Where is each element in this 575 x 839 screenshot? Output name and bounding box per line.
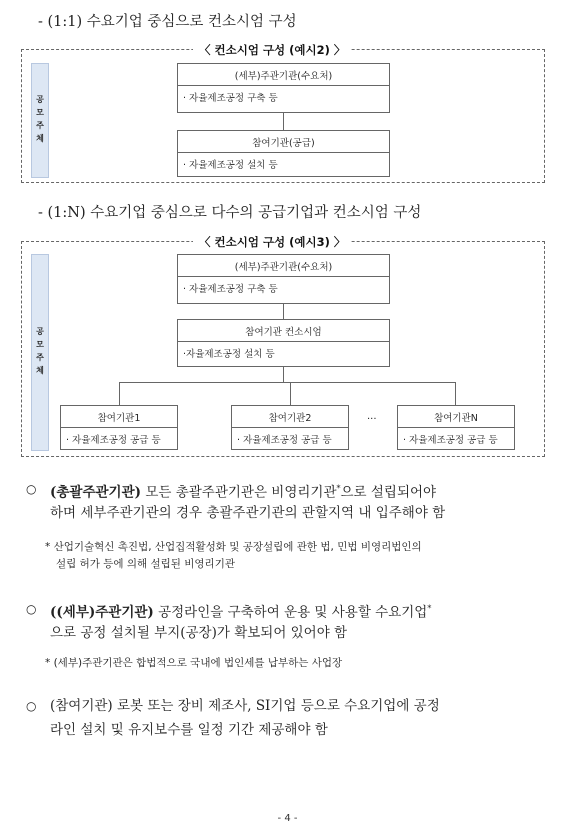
diagram1-box-participant-title: 참여기관(공급) [178, 131, 389, 153]
diagram2-box-consortium-title: 참여기관 컨소시엄 [178, 320, 389, 342]
bullet-1-line2: 하며 세부주관기관의 경우 총괄주관기관의 관할지역 내 입주해야 함 [50, 505, 446, 521]
diagram1-box-participant [177, 130, 390, 177]
branch-line [119, 382, 455, 383]
bullet-3 [26, 694, 546, 744]
bullet-1-bold: (총괄주관기관) [50, 484, 142, 501]
bullet-1-line1-end: 으로 설립되어야 [340, 484, 437, 501]
side-label-bar-1 [31, 63, 49, 178]
side-label-2: 공모주체 [35, 326, 45, 379]
sub-box-2-body: · 자율제조공정 공급 등 [237, 435, 332, 446]
diagram1-box-main-body: · 자율제조공정 구축 등 [183, 93, 278, 104]
bullet-2-marker: ○ [26, 602, 37, 616]
bullet-1-note-line2: 설립 허가 등에 의해 설립된 비영리기관 [56, 558, 235, 570]
branch-1 [119, 382, 120, 405]
bullet-2-line1-text: 공정라인을 구축하여 운용 및 사용할 수요기업 [153, 604, 428, 621]
sub-box-2 [231, 405, 349, 450]
sub-box-n [397, 405, 515, 450]
branch-2 [290, 382, 291, 405]
bullet-1-line1-text: 모든 총괄주관기관은 비영리기관 [141, 484, 337, 501]
sub-box-1-title: 참여기관1 [61, 406, 177, 428]
bullet-2 [26, 597, 546, 647]
sub-box-n-title: 참여기관N [398, 406, 514, 428]
branch-n [455, 382, 456, 405]
diagram2-box-consortium-body: ·자율제조공정 설치 등 [183, 349, 275, 360]
connector-1 [283, 113, 284, 130]
section2-heading: - (1:N) 수요기업 중심으로 다수의 공급기업과 컨소시엄 구성 [38, 205, 422, 221]
sub-box-1-body: · 자율제조공정 공급 등 [66, 435, 161, 446]
bullet-2-star: * [427, 604, 432, 613]
bullet-2-line2: 으로 공정 설치될 부지(공장)가 확보되어 있어야 함 [50, 625, 348, 641]
bullet-1-note-line1: * 산업기술혁신 촉진법, 산업집적활성화 및 공장설립에 관한 법, 민법 비영리법인의 [45, 541, 422, 553]
diagram1-box-main-title: (세부)주관기관(수요처) [178, 64, 389, 86]
bullet-1-star: * [336, 484, 341, 493]
page-number: - 4 - [277, 813, 298, 824]
diagram-title-1: 〈 컨소시엄 구성 (예시2) 〉 [193, 42, 351, 58]
connector-2 [283, 304, 284, 319]
bullet-1 [26, 477, 546, 527]
bullet-2-note-line1: * (세부)주관기관은 합법적으로 국내에 법인세를 납부하는 사업장 [45, 657, 343, 669]
sub-box-1 [60, 405, 178, 450]
section1-heading: - (1:1) 수요기업 중심으로 컨소시엄 구성 [38, 14, 297, 30]
diagram1-box-main [177, 63, 390, 113]
diagram1-box-participant-body: · 자율제조공정 설치 등 [183, 160, 278, 171]
bullet-1-marker: ○ [26, 482, 37, 496]
connector-3 [283, 367, 284, 382]
bullet-2-bold: ((세부)주관기관) [50, 604, 154, 621]
bullet-3-line1: (참여기관) 로봇 또는 장비 제조사, SI기업 등으로 수요기업에 공정 [50, 698, 440, 714]
sub-box-n-body: · 자율제조공정 공급 등 [403, 435, 498, 446]
diagram2-box-main-title: (세부)주관기관(수요처) [178, 255, 389, 277]
bullet-3-marker: ○ [26, 699, 37, 713]
bullet-3-line2: 라인 설치 및 유지보수를 일정 기간 제공해야 함 [50, 722, 328, 738]
side-label-1: 공모주체 [35, 94, 45, 147]
ellipsis: ... [367, 411, 377, 422]
diagram2-box-consortium [177, 319, 390, 367]
side-label-bar-2 [31, 254, 49, 451]
diagram2-box-main-body: · 자율제조공정 구축 등 [183, 284, 278, 295]
diagram-title-2: 〈 컨소시엄 구성 (예시3) 〉 [193, 234, 351, 250]
diagram2-box-main [177, 254, 390, 304]
sub-box-2-title: 참여기관2 [232, 406, 348, 428]
